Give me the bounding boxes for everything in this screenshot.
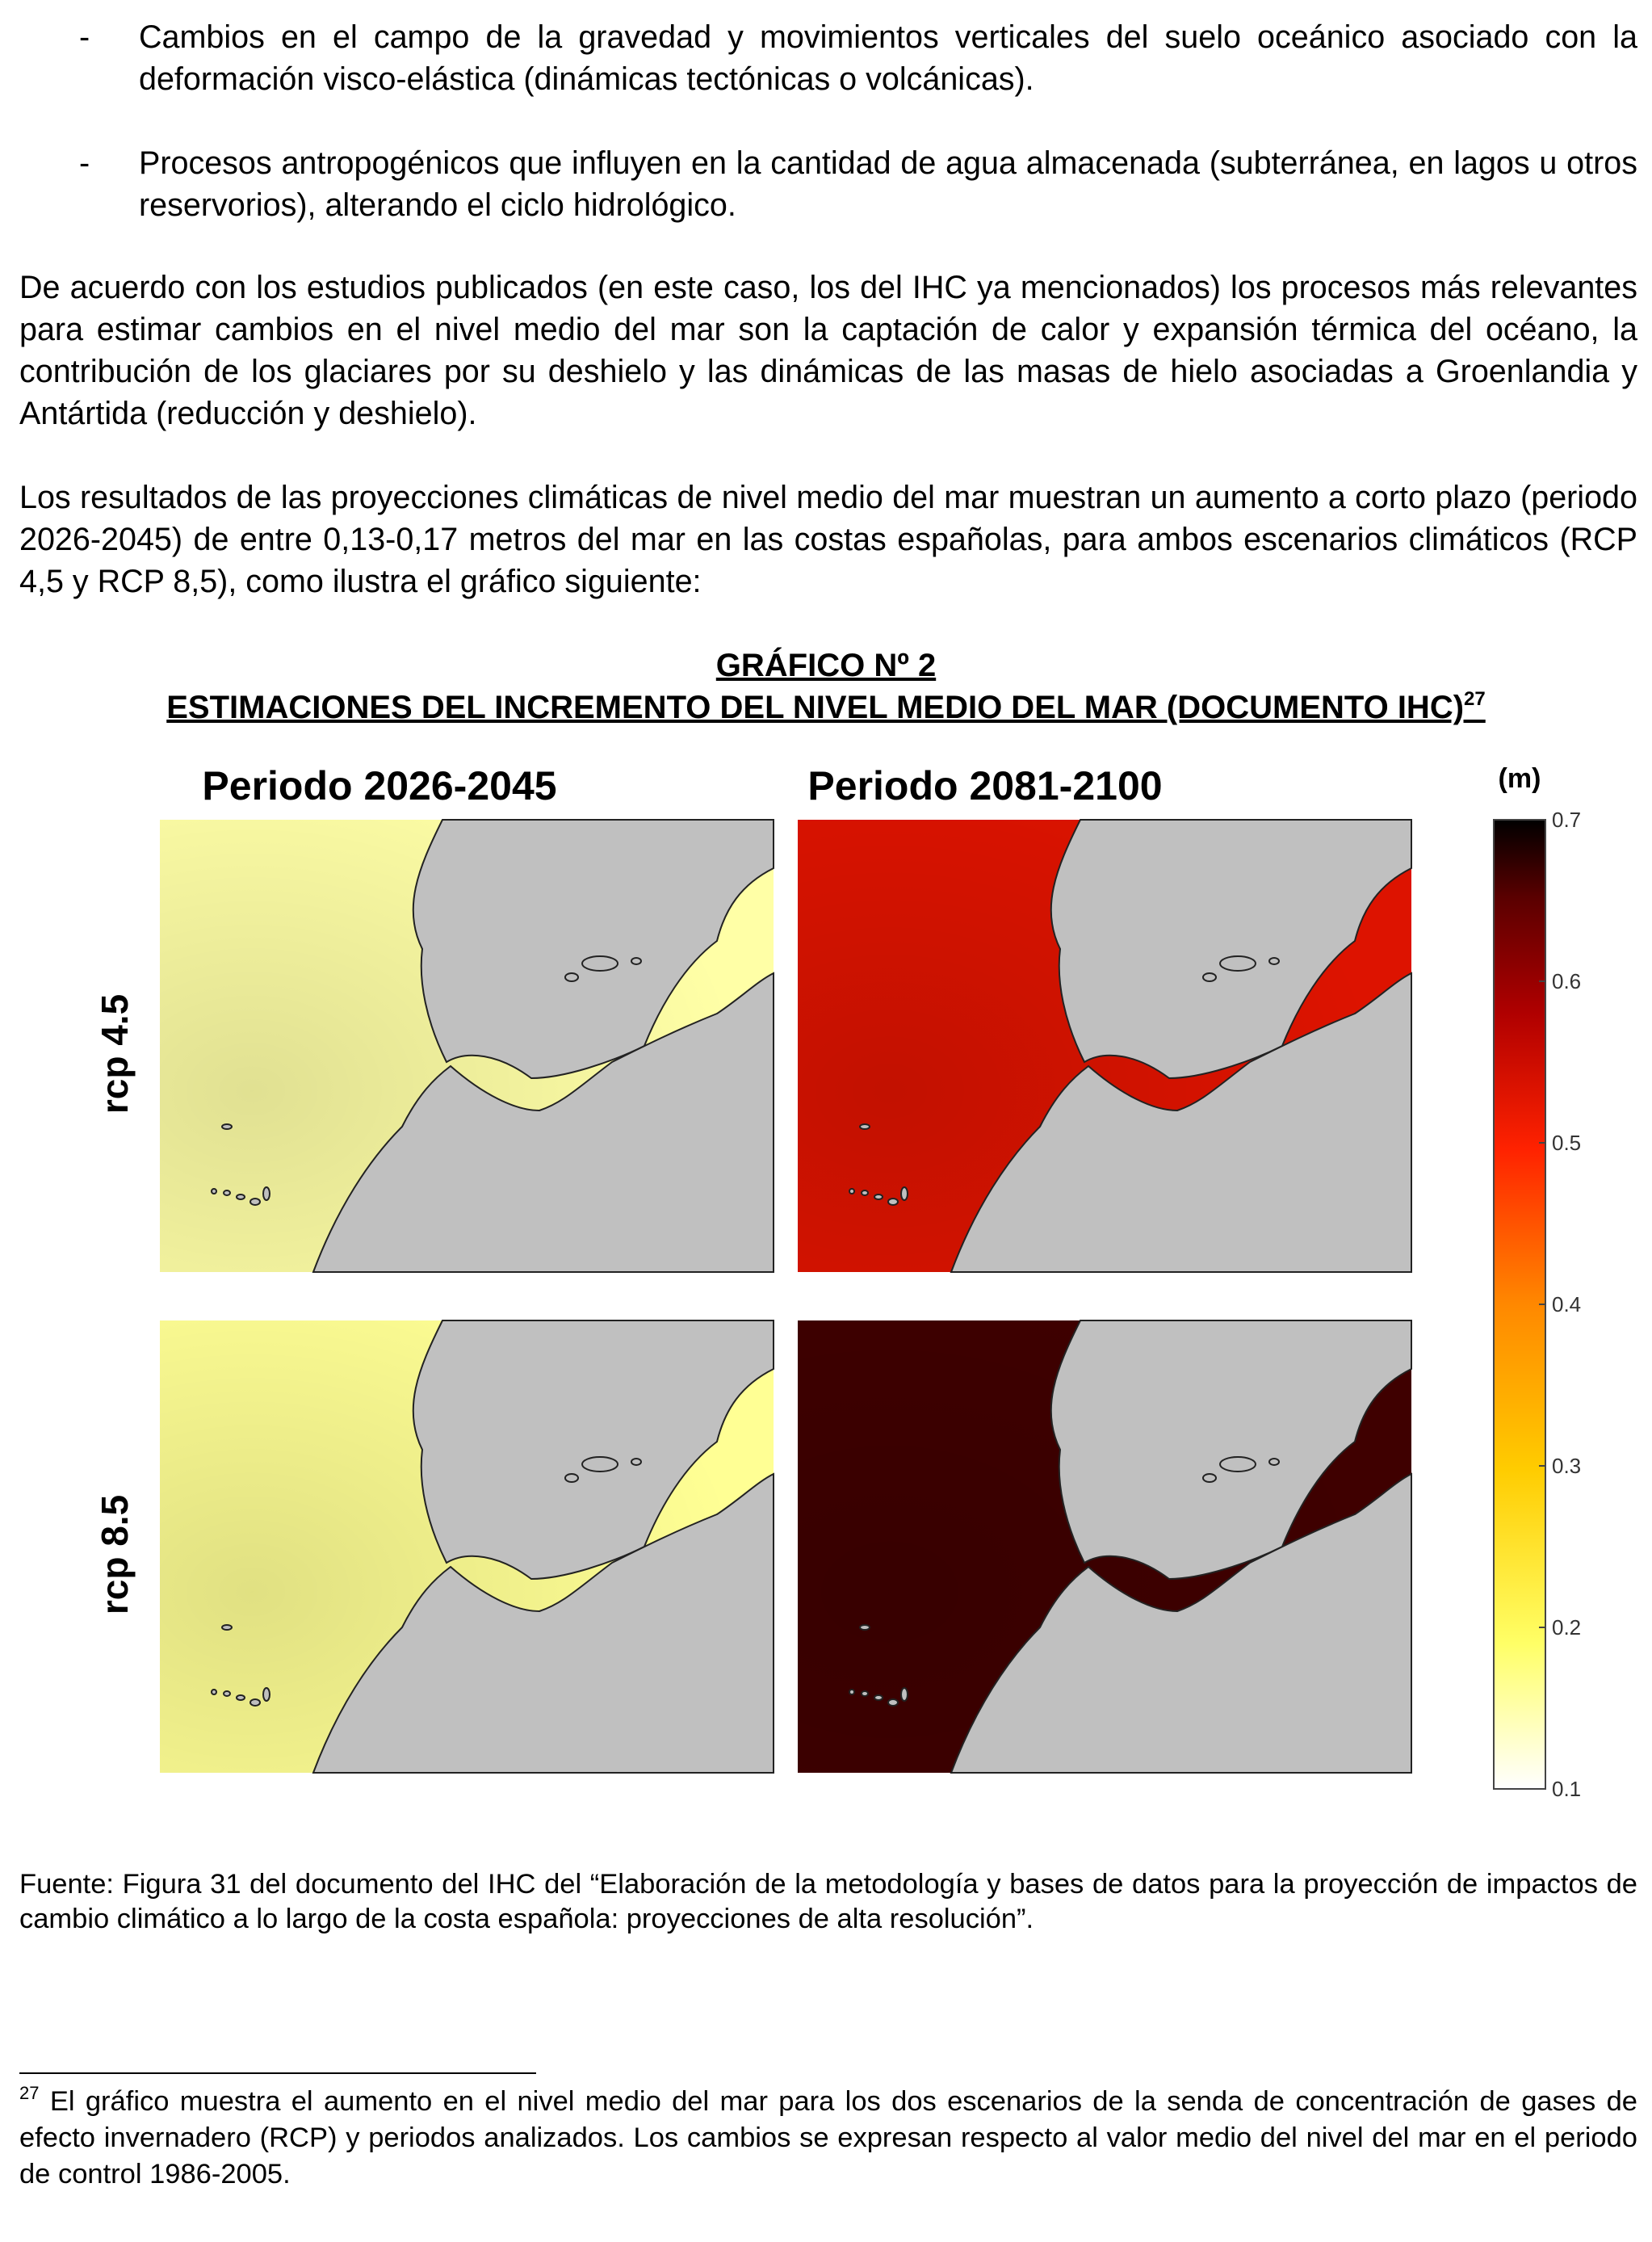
footnote-number: 27: [19, 2083, 40, 2103]
paragraph-processes: De acuerdo con los estudios publicados (en este caso, los del IHC ya mencionados) los procesos más relevantes para estimar cambios en el nivel medio del mar son la captación de calor y expansión térmica del océano, la contribución de los glaciares por su deshielo y las dinámicas de las masas de hielo asociadas a Groenlandia y Antártida (reducción y deshielo).: [19, 270, 1637, 431]
colorbar-unit: (m): [1498, 763, 1541, 794]
footnote-divider: [19, 2072, 536, 2074]
figure-source: Fuente: Figura 31 del documento del IHC del “Elaboración de la metodología y bases de datos para la proyección de impactos de cambio climático a lo largo de la costa española: proyecciones de alta resolución”.: [19, 1869, 1637, 1934]
figure-heading-title-text: ESTIMACIONES DEL INCREMENTO DEL NIVEL MEDIO DEL MAR (DOCUMENTO IHC): [166, 690, 1465, 725]
colorbar-tick-label: 0.6: [1552, 969, 1582, 993]
footnote-ref: 27: [1464, 688, 1486, 710]
paragraph-results: Los resultados de las proyecciones climáticas de nivel medio del mar muestran un aumento a corto plazo (periodo 2026-2045) de entre 0,13-0,17 metros del mar en las costas españolas, para ambos escenarios climáticos (RCP 4,5 y RCP 8,5), como ilustra el gráfico siguiente:: [19, 480, 1637, 599]
figure-heading-title: [0, 686, 1652, 728]
map-panel-rcp85-2081: [798, 1320, 1411, 1773]
map-panel-rcp45-2026: [160, 820, 774, 1272]
colorbar-tick-label: 0.3: [1552, 1454, 1582, 1478]
row-label-rcp45: rcp 4.5: [94, 993, 136, 1115]
bullet-text: Cambios en el campo de la gravedad y movimientos verticales del suelo oceánico asociado con la deformación visco-elástica (dinámicas tectónicas o volcánicas).: [139, 19, 1637, 97]
map-panel-rcp45-2081: [798, 820, 1411, 1272]
row-label-rcp85: rcp 8.5: [94, 1494, 136, 1615]
bullet-text: Procesos antropogénicos que influyen en la cantidad de agua almacenada (subterránea, en lagos u otros reservorios), alterando el ciclo hidrológico.: [139, 145, 1637, 223]
bullet-marker: -: [79, 19, 90, 55]
map-panel-rcp85-2026: [160, 1320, 774, 1773]
footnote-text: El gráfico muestra el aumento en el nivel medio del mar para los dos escenarios de la senda de concentración de gases de efecto invernadero (RCP) y periodos analizados. Los cambios se expresan respecto al valor medio del nivel del mar en el periodo de control 1986-2005.: [19, 2086, 1637, 2190]
colorbar-tick-label: 0.1: [1552, 1777, 1582, 1801]
colorbar-tick-label: 0.5: [1552, 1131, 1582, 1155]
colorbar-tick-label: 0.7: [1552, 808, 1582, 832]
column-title-1: Periodo 2026-2045: [202, 763, 557, 808]
colorbar-tick-label: 0.4: [1552, 1292, 1582, 1316]
column-title-2: Periodo 2081-2100: [807, 763, 1163, 808]
colorbar: [1494, 820, 1545, 1789]
colorbar-tick-label: 0.2: [1552, 1615, 1582, 1640]
bullet-marker: -: [79, 145, 90, 181]
figure-heading-number: GRÁFICO Nº 2: [715, 648, 937, 683]
sea-level-figure: [57, 755, 1639, 1821]
footnote: [19, 2084, 1637, 2193]
sea-level-maps: [57, 755, 1639, 1821]
